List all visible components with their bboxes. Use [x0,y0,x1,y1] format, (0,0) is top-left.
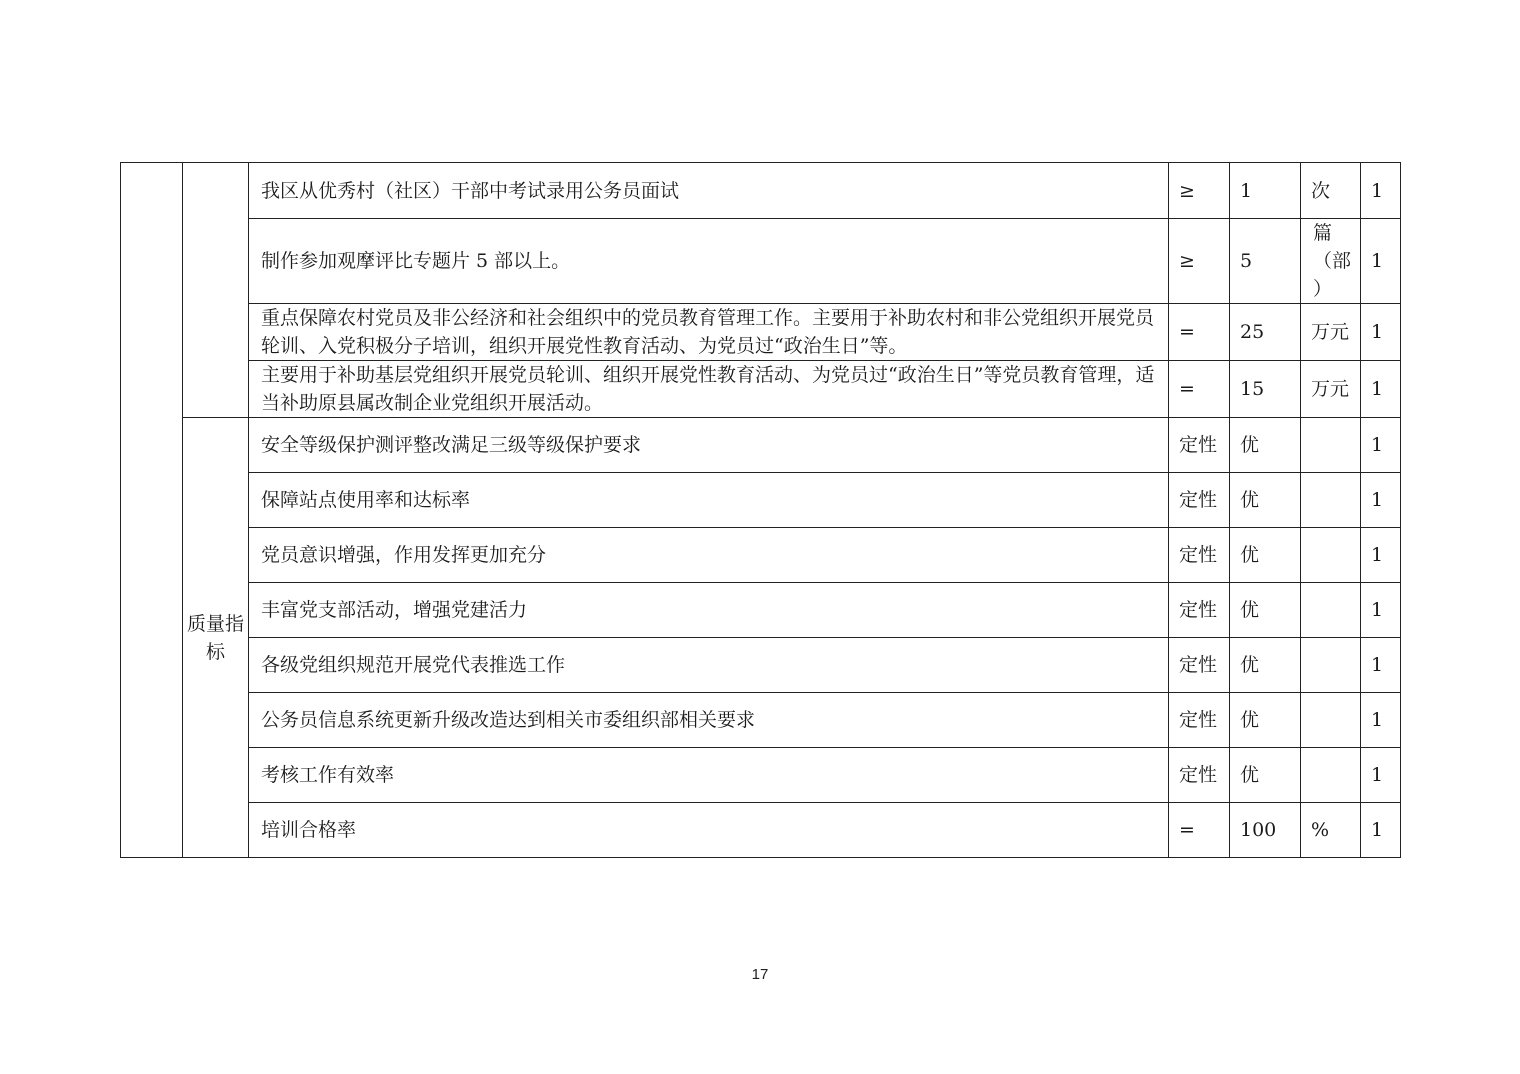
indicator-weight: 1 [1361,528,1401,583]
subcategory-cell [183,163,249,418]
indicator-desc: 公务员信息系统更新升级改造达到相关市委组织部相关要求 [249,693,1169,748]
table-row [121,361,1401,418]
indicator-weight: 1 [1361,693,1401,748]
indicator-desc: 党员意识增强，作用发挥更加充分 [249,528,1169,583]
indicator-desc: 各级党组织规范开展党代表推选工作 [249,638,1169,693]
indicator-value: 优 [1230,693,1301,748]
indicator-weight: 1 [1361,803,1401,858]
indicator-unit [1301,748,1361,803]
indicator-operator: = [1169,304,1230,361]
table-row [121,693,1401,748]
indicator-desc: 培训合格率 [249,803,1169,858]
indicator-desc: 考核工作有效率 [249,748,1169,803]
indicator-weight: 1 [1361,583,1401,638]
indicator-unit [1301,583,1361,638]
indicator-unit [1301,528,1361,583]
indicator-value: 5 [1230,219,1301,304]
indicator-operator: ≥ [1169,163,1230,219]
indicator-value: 100 [1230,803,1301,858]
indicator-desc: 安全等级保护测评整改满足三级等级保护要求 [249,418,1169,473]
indicator-weight: 1 [1361,473,1401,528]
indicator-operator: 定性 [1169,638,1230,693]
indicator-weight: 1 [1361,638,1401,693]
indicator-value: 1 [1230,163,1301,219]
indicator-desc: 我区从优秀村（社区）干部中考试录用公务员面试 [249,163,1169,219]
indicator-table [120,162,1401,858]
indicator-unit [1301,473,1361,528]
indicator-operator: ≥ [1169,219,1230,304]
table-row [121,528,1401,583]
indicator-operator: 定性 [1169,528,1230,583]
indicator-value: 优 [1230,583,1301,638]
indicator-unit-line: 篇 [1313,222,1333,244]
indicator-operator: = [1169,361,1230,418]
indicator-unit [1301,693,1361,748]
indicator-operator: 定性 [1169,583,1230,638]
table-row [121,473,1401,528]
indicator-value: 优 [1230,418,1301,473]
indicator-unit-line: ） [1313,278,1333,300]
indicator-unit: 次 [1301,163,1361,219]
indicator-weight: 1 [1361,304,1401,361]
indicator-desc: 重点保障农村党员及非公经济和社会组织中的党员教育管理工作。主要用于补助农村和非公党组织开展党员轮训、入党积极分子培训，组织开展党性教育活动、为党员过“政治生日”等。 [249,304,1169,361]
indicator-value: 25 [1230,304,1301,361]
indicator-value: 优 [1230,473,1301,528]
indicator-value: 优 [1230,528,1301,583]
indicator-weight: 1 [1361,748,1401,803]
indicator-weight: 1 [1361,163,1401,219]
subcategory-quality-cell: 质量指标 [183,418,249,858]
category-cell [121,163,183,858]
indicator-operator: 定性 [1169,693,1230,748]
table-row [121,803,1401,858]
indicator-unit: % [1301,803,1361,858]
page-number: 17 [751,966,769,983]
indicator-weight: 1 [1361,219,1401,304]
indicator-unit-line: （部 [1313,250,1352,272]
indicator-operator: = [1169,803,1230,858]
indicator-unit: 万元 [1301,304,1361,361]
indicator-unit: 万元 [1301,361,1361,418]
indicator-operator: 定性 [1169,473,1230,528]
indicator-desc: 制作参加观摩评比专题片 5 部以上。 [249,219,1169,304]
table-row [121,583,1401,638]
indicator-operator: 定性 [1169,418,1230,473]
indicator-desc: 丰富党支部活动，增强党建活力 [249,583,1169,638]
indicator-unit [1301,418,1361,473]
indicator-value: 15 [1230,361,1301,418]
table-row [121,748,1401,803]
indicator-weight: 1 [1361,361,1401,418]
indicator-operator: 定性 [1169,748,1230,803]
indicator-value: 优 [1230,638,1301,693]
indicator-value: 优 [1230,748,1301,803]
table-row [121,304,1401,361]
table-row [121,219,1401,304]
indicator-unit [1301,219,1361,304]
indicator-desc: 主要用于补助基层党组织开展党员轮训、组织开展党性教育活动、为党员过“政治生日”等党员教育管理，适当补助原县属改制企业党组织开展活动。 [249,361,1169,418]
table-row [121,163,1401,219]
indicator-weight: 1 [1361,418,1401,473]
indicator-unit [1301,638,1361,693]
table-row [121,638,1401,693]
indicator-desc: 保障站点使用率和达标率 [249,473,1169,528]
table-row [121,418,1401,473]
